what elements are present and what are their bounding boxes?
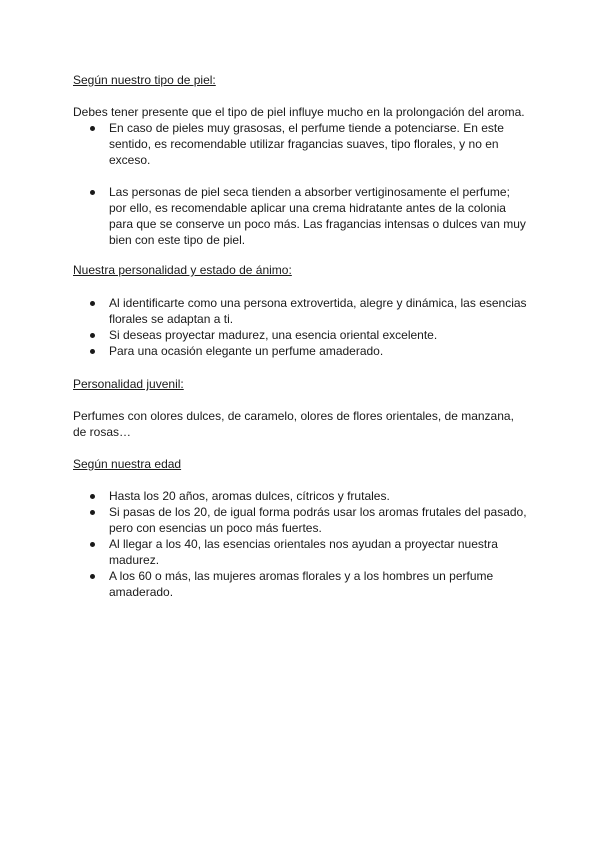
section-heading-personality: Nuestra personalidad y estado de ánimo:	[73, 263, 292, 277]
section-heading-skin-type: Según nuestro tipo de piel:	[73, 73, 216, 87]
age-bullet-list	[73, 488, 528, 600]
list-item: En caso de pieles muy grasosas, el perfume tiende a potenciarse. En este sentido, es recomendable utilizar fragancias suaves, tipo florales, y no en exceso.	[73, 120, 528, 168]
section-heading-youth: Personalidad juvenil:	[73, 377, 184, 391]
document-page	[73, 72, 528, 600]
list-item: Al llegar a los 40, las esencias orientales nos ayudan a proyectar nuestra madurez.	[73, 536, 528, 568]
section-heading-age: Según nuestra edad	[73, 457, 182, 471]
list-item: Para una ocasión elegante un perfume amaderado.	[73, 343, 528, 359]
skin-intro-paragraph: Debes tener presente que el tipo de piel influye mucho en la prolongación del aroma.	[73, 105, 525, 119]
youth-paragraph: Perfumes con olores dulces, de caramelo, olores de flores orientales, de manzana, de rosas…	[73, 409, 514, 439]
list-item: Si deseas proyectar madurez, una esencia oriental excelente.	[73, 327, 528, 343]
skin-bullet-list-2	[73, 184, 528, 248]
list-item: Hasta los 20 años, aromas dulces, cítricos y frutales.	[73, 488, 528, 504]
list-item: Las personas de piel seca tienden a absorber vertiginosamente el perfume; por ello, es recomendable aplicar una crema hidratante antes de la colonia para que se conserve un poco más. Las fragancias intensas o dulces van muy bien con este tipo de piel.	[73, 184, 528, 248]
skin-bullet-list	[73, 120, 528, 168]
personality-bullet-list	[73, 295, 528, 359]
list-item: A los 60 o más, las mujeres aromas florales y a los hombres un perfume amaderado.	[73, 568, 528, 600]
list-item: Al identificarte como una persona extrovertida, alegre y dinámica, las esencias florales se adaptan a ti.	[73, 295, 528, 327]
list-item: Si pasas de los 20, de igual forma podrás usar los aromas frutales del pasado, pero con esencias un poco más fuertes.	[73, 504, 528, 536]
